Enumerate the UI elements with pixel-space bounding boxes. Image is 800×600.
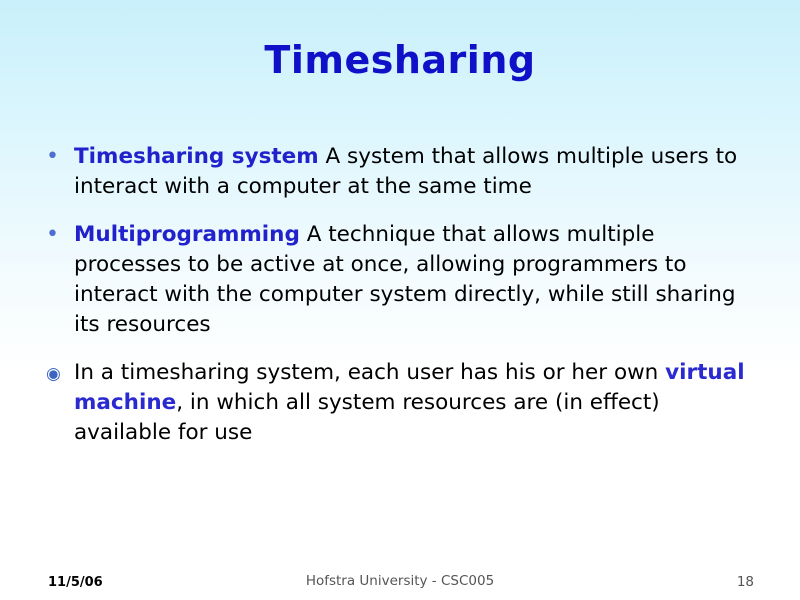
bullet-text (74, 220, 758, 340)
bullet-term-space (319, 144, 326, 169)
bullet-term: Multiprogramming (74, 222, 300, 247)
slide-title: Timesharing (264, 38, 536, 82)
footer-date: 11/5/06 (48, 575, 103, 590)
bullet-item (42, 220, 758, 340)
footer-page-number: 18 (736, 574, 754, 590)
bullet-tail: , in which all system resources are (in effect) available for use (74, 390, 660, 445)
bullet-term-space (300, 222, 307, 247)
bullet-term: Timesharing system (74, 144, 319, 169)
bullet-text (74, 358, 758, 448)
bullet-marker-icon: ◉ (46, 364, 61, 384)
bullet-marker-icon: • (46, 222, 59, 247)
bullet-marker-icon: • (46, 144, 59, 169)
slide-footer (0, 568, 800, 590)
slide-body (42, 142, 758, 466)
bullet-item (42, 142, 758, 202)
bullet-body: A system that allows multiple users to interact with a computer at the same time (74, 144, 738, 199)
bullet-text (74, 142, 758, 202)
bullet-body: A technique that allows multiple processes to be active at once, allowing programmers to interact with the computer system directly, while still sharing its resources (74, 222, 736, 337)
bullet-lead: In a timesharing system, each user has his or her own (74, 360, 666, 385)
bullet-item (42, 358, 758, 448)
footer-center-text: Hofstra University - CSC005 (305, 573, 495, 589)
bullet-highlight: virtual machine (74, 360, 745, 415)
